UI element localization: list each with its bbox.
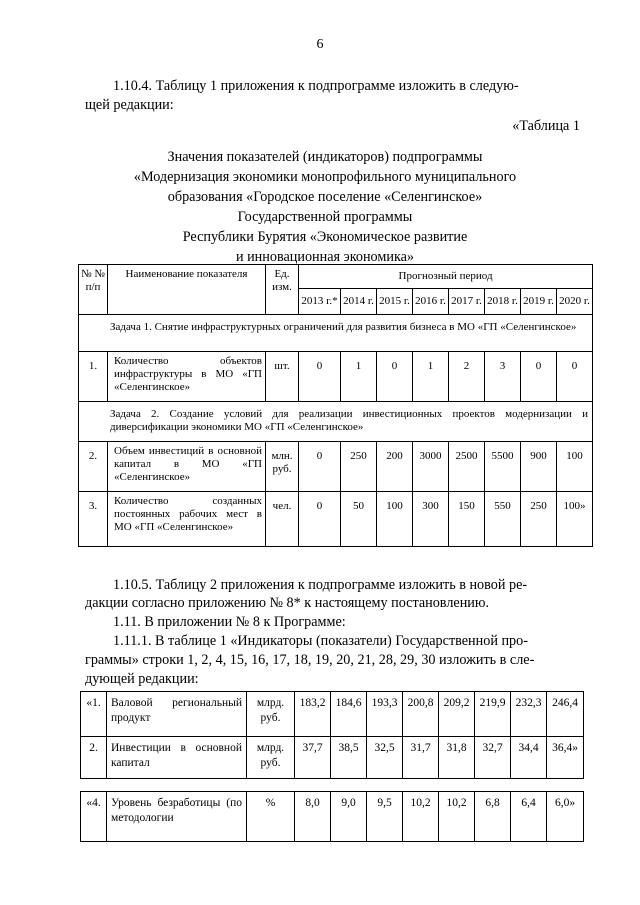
row-name: Инвестиции в основной капитал xyxy=(107,737,247,779)
cell-value: 31,7 xyxy=(403,737,439,779)
cell-value: 0 xyxy=(299,442,341,492)
cell-value: 1 xyxy=(413,352,449,402)
task-2-row: Задача 2. Создание условий для реализации инвестиционных проектов модернизации и диверсификации экономики МО «ГП «Селенгинское» xyxy=(79,402,593,442)
header-unit: Ед. изм. xyxy=(266,265,299,315)
cell-value: 183,2 xyxy=(295,692,331,737)
title-line: и инновационная экономика» xyxy=(235,249,415,265)
title-line: Государственной программы xyxy=(237,209,413,225)
cell-value: 0 xyxy=(557,352,593,402)
cell-value: 34,4 xyxy=(511,737,547,779)
table-row xyxy=(79,492,593,547)
row-num: «1. xyxy=(81,692,107,737)
indicators-table xyxy=(78,264,593,547)
cell-value: 250 xyxy=(341,442,377,492)
cell-value: 550 xyxy=(485,492,521,547)
title-line: Республики Бурятия «Экономическое развитие xyxy=(182,229,468,245)
cell-value: 2 xyxy=(449,352,485,402)
title-line: «Модернизация экономики монопрофильного муниципального xyxy=(133,169,517,185)
table-row xyxy=(79,352,593,402)
paragraph-1-10-4: 1.10.4. Таблицу 1 приложения к подпрограмме изложить в следую- xyxy=(113,78,519,94)
cell-value: 100 xyxy=(377,492,413,547)
cell-value: 100» xyxy=(557,492,593,547)
cell-value: 6,8 xyxy=(475,792,511,842)
row-num: 3. xyxy=(79,492,108,547)
row-name: Количество объектов инфраструктуры в МО «ГП «Селенгинское» xyxy=(108,352,266,402)
cell-value: 0 xyxy=(299,492,341,547)
row-unit: % xyxy=(247,792,295,842)
row-name: Объем инвестиций в основной капитал в МО «ГП «Селенгинское» xyxy=(108,442,266,492)
cell-value: 9,0 xyxy=(331,792,367,842)
cell-value: 8,0 xyxy=(295,792,331,842)
paragraph-1-11-1-cont: граммы» строки 1, 2, 4, 15, 16, 17, 18, 19, 20, 21, 28, 29, 30 изложить в сле- xyxy=(85,652,535,668)
header-name: Наименование показателя xyxy=(108,265,266,315)
paragraph-1-11-1-end: дующей редакции: xyxy=(85,671,199,687)
paragraph-1-10-4-cont: щей редакции: xyxy=(85,97,174,113)
cell-value: 50 xyxy=(341,492,377,547)
cell-value: 3 xyxy=(485,352,521,402)
table-row xyxy=(81,692,584,737)
cell-value: 31,8 xyxy=(439,737,475,779)
row-unit: млн. руб. xyxy=(266,442,299,492)
cell-value: 150 xyxy=(449,492,485,547)
cell-value: 36,4» xyxy=(547,737,584,779)
table-row xyxy=(81,792,584,842)
title-line: образования «Городское поселение «Селенгинское» xyxy=(167,189,483,205)
task-1-row: Задача 1. Снятие инфраструктурных ограничений для развития бизнеса в МО «ГП «Селенгинское» xyxy=(79,315,593,352)
row-unit: млрд. руб. xyxy=(247,692,295,737)
cell-value: 5500 xyxy=(485,442,521,492)
row-unit: млрд. руб. xyxy=(247,737,295,779)
table-row xyxy=(79,442,593,492)
cell-value: 200 xyxy=(377,442,413,492)
cell-value: 32,7 xyxy=(475,737,511,779)
cell-value: 6,4 xyxy=(511,792,547,842)
year-header: 2019 г. xyxy=(521,289,557,315)
title-line: Значения показателей (индикаторов) подпрограммы xyxy=(167,149,483,165)
row-name: Количество созданных постоянных рабочих мест в МО «ГП «Селенгинское» xyxy=(108,492,266,547)
cell-value: 0 xyxy=(377,352,413,402)
year-header: 2014 г. xyxy=(341,289,377,315)
year-header: 2017 г. xyxy=(449,289,485,315)
cell-value: 900 xyxy=(521,442,557,492)
row-unit: шт. xyxy=(266,352,299,402)
row-num: 2. xyxy=(81,737,107,779)
year-header: 2020 г. xyxy=(557,289,593,315)
cell-value: 209,2 xyxy=(439,692,475,737)
cell-value: 2500 xyxy=(449,442,485,492)
row-name: Уровень безработицы (по методологии xyxy=(107,792,247,842)
row-num: 2. xyxy=(79,442,108,492)
cell-value: 0 xyxy=(299,352,341,402)
page-number: 6 xyxy=(316,37,324,52)
table-title xyxy=(90,147,560,267)
cell-value: 300 xyxy=(413,492,449,547)
header-num: № № п/п xyxy=(79,265,108,315)
cell-value: 6,0» xyxy=(547,792,584,842)
cell-value: 9,5 xyxy=(367,792,403,842)
row-num: «4. xyxy=(81,792,107,842)
paragraph-1-10-5: 1.10.5. Таблицу 2 приложения к подпрограмме изложить в новой ре- xyxy=(113,577,528,593)
paragraph-1-11: 1.11. В приложении № 8 к Программе: xyxy=(113,614,346,630)
cell-value: 1 xyxy=(341,352,377,402)
cell-value: 100 xyxy=(557,442,593,492)
header-period: Прогнозный период xyxy=(299,265,593,289)
year-header: 2015 г. xyxy=(377,289,413,315)
cell-value: 0 xyxy=(521,352,557,402)
row-unit: чел. xyxy=(266,492,299,547)
paragraph-1-11-1: 1.11.1. В таблице 1 «Индикаторы (показатели) Государственной про- xyxy=(113,633,528,649)
cell-value: 32,5 xyxy=(367,737,403,779)
row-name: Валовой региональный продукт xyxy=(107,692,247,737)
cell-value: 38,5 xyxy=(331,737,367,779)
gp-indicators-table-continued xyxy=(80,791,584,842)
cell-value: 200,8 xyxy=(403,692,439,737)
table-row xyxy=(81,737,584,779)
cell-value: 37,7 xyxy=(295,737,331,779)
paragraph-1-10-5-cont: дакции согласно приложению № 8* к настоящему постановлению. xyxy=(85,595,490,611)
cell-value: 10,2 xyxy=(403,792,439,842)
cell-value: 246,4 xyxy=(547,692,584,737)
row-num: 1. xyxy=(79,352,108,402)
year-header: 2018 г. xyxy=(485,289,521,315)
cell-value: 193,3 xyxy=(367,692,403,737)
cell-value: 10,2 xyxy=(439,792,475,842)
cell-value: 3000 xyxy=(413,442,449,492)
cell-value: 219,9 xyxy=(475,692,511,737)
cell-value: 232,3 xyxy=(511,692,547,737)
cell-value: 184,6 xyxy=(331,692,367,737)
year-header: 2016 г. xyxy=(413,289,449,315)
gp-indicators-table xyxy=(80,691,584,779)
year-header: 2013 г.* xyxy=(299,289,341,315)
cell-value: 250 xyxy=(521,492,557,547)
table-reference: «Таблица 1 xyxy=(512,118,580,134)
